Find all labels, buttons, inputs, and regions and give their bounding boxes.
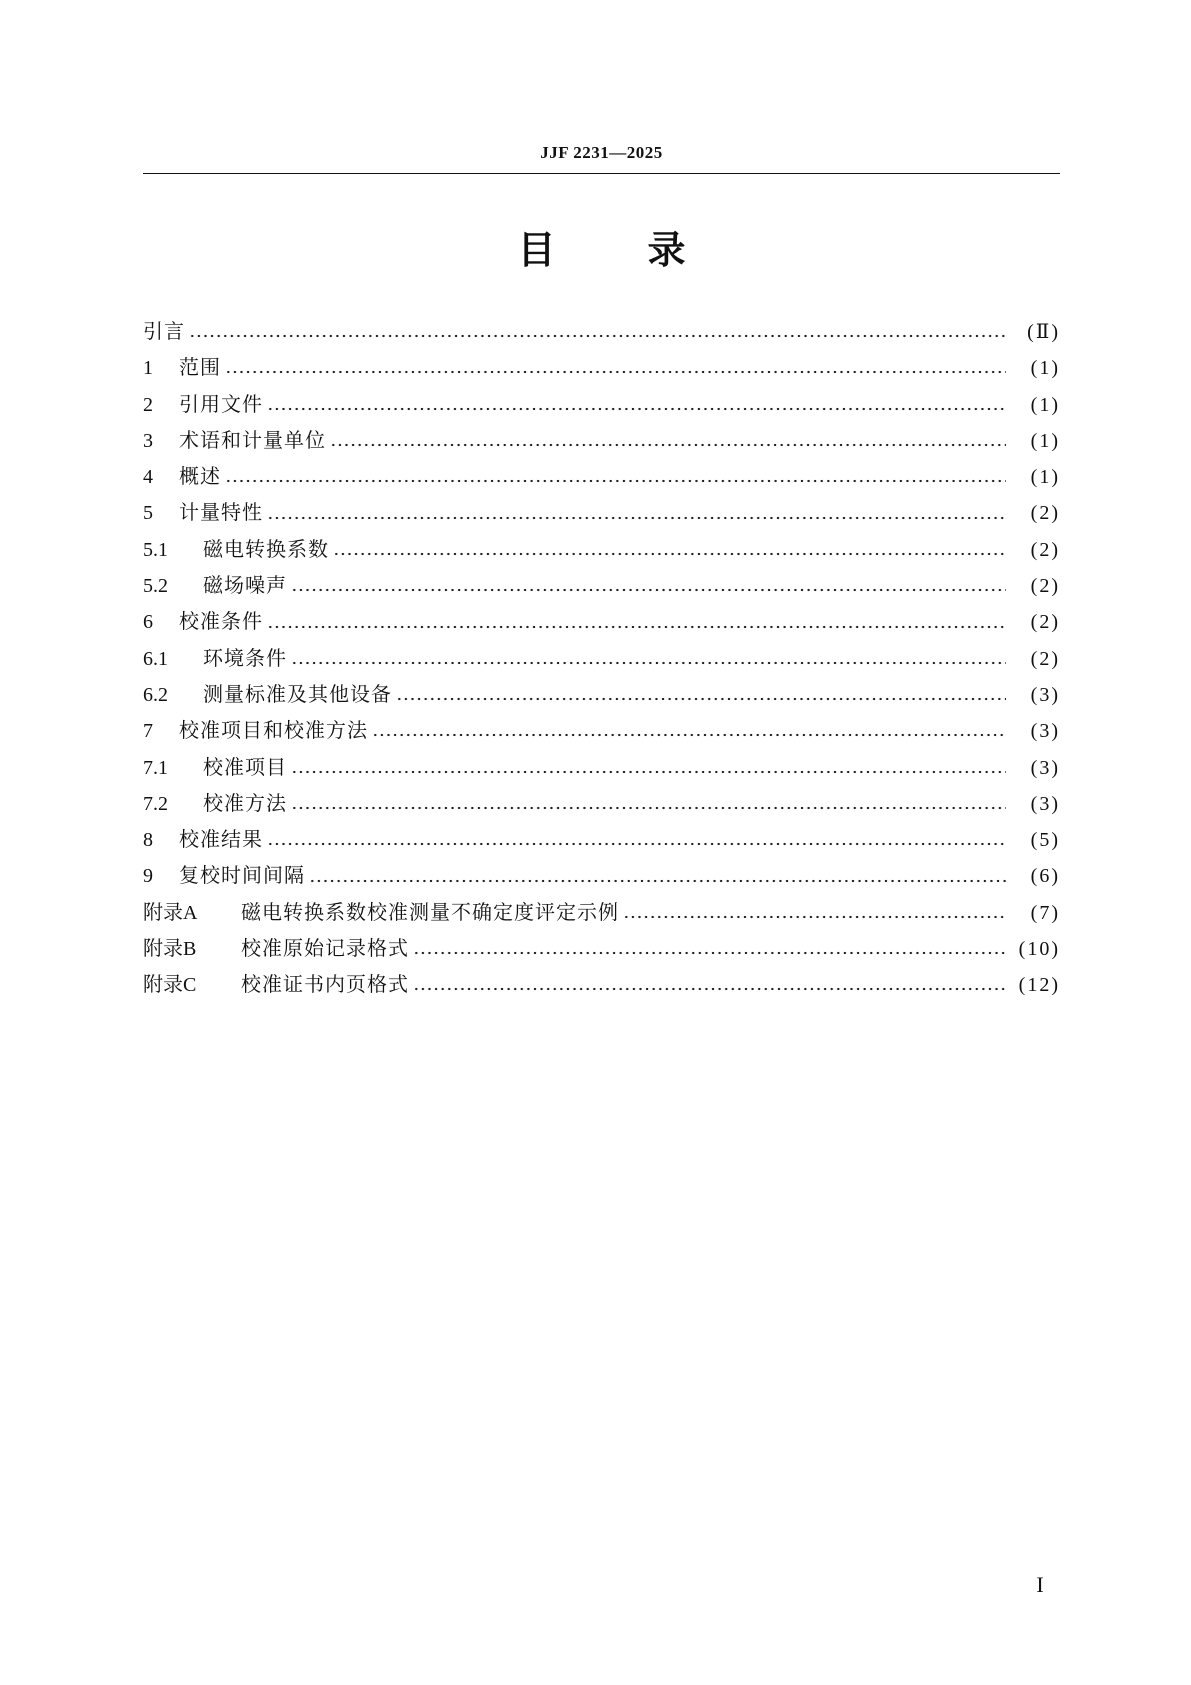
toc-entry-number: 6.2 bbox=[143, 683, 168, 706]
toc-entry-number: 2 bbox=[143, 393, 153, 416]
toc-entry-number: 附录B bbox=[143, 938, 197, 961]
toc-entry[interactable] bbox=[143, 823, 1060, 859]
toc-entry[interactable] bbox=[143, 751, 1060, 787]
toc-entry-page: (3) bbox=[1030, 756, 1060, 779]
toc-leader-dots bbox=[225, 359, 1006, 379]
toc-entry[interactable] bbox=[143, 533, 1060, 569]
toc-entry-page: (10) bbox=[1018, 938, 1060, 961]
toc-leader-dots bbox=[413, 940, 1006, 960]
toc-entry-number: 5.1 bbox=[143, 538, 168, 561]
toc-leader-dots bbox=[291, 759, 1006, 779]
toc-entry-title: 校准方法 bbox=[203, 790, 287, 815]
toc-leader-dots bbox=[372, 722, 1006, 742]
toc-entry-page: (2) bbox=[1030, 647, 1060, 670]
page-title bbox=[143, 228, 1060, 272]
toc-entry-title: 校准项目 bbox=[203, 754, 287, 779]
toc-entry-title: 概述 bbox=[179, 464, 221, 489]
toc-leader-dots bbox=[291, 650, 1006, 670]
toc-entry-title: 校准原始记录格式 bbox=[241, 936, 409, 961]
toc-entry-page: (1) bbox=[1030, 393, 1060, 416]
toc-entry-number: 7.2 bbox=[143, 792, 168, 815]
toc-entry-page: (7) bbox=[1030, 901, 1060, 924]
toc-entry[interactable] bbox=[143, 605, 1060, 641]
toc-entry[interactable] bbox=[143, 496, 1060, 532]
toc-leader-dots bbox=[623, 904, 1006, 924]
toc-entry[interactable] bbox=[143, 569, 1060, 605]
toc-entry-title: 术语和计量单位 bbox=[179, 427, 326, 452]
toc-entry-title: 环境条件 bbox=[203, 645, 287, 670]
toc-entry-page: (1) bbox=[1030, 357, 1060, 380]
toc-entry[interactable] bbox=[143, 714, 1060, 750]
page-number: I bbox=[1036, 1572, 1044, 1597]
toc-entry-title: 磁电转换系数 bbox=[203, 536, 329, 561]
toc-entry-page: (2) bbox=[1030, 575, 1060, 598]
toc-entry-number: 附录C bbox=[143, 974, 197, 997]
toc-entry-number: 3 bbox=[143, 429, 153, 452]
toc-leader-dots bbox=[333, 541, 1006, 561]
toc-entry[interactable] bbox=[143, 896, 1060, 932]
toc-entry-page: (1) bbox=[1030, 466, 1060, 489]
toc-entry-number: 9 bbox=[143, 865, 153, 888]
toc-entry-number: 7 bbox=[143, 720, 153, 743]
toc-leader-dots bbox=[309, 868, 1006, 888]
toc-entry-number: 6 bbox=[143, 611, 153, 634]
toc-entry-number: 1 bbox=[143, 357, 153, 380]
toc-entry-page: (2) bbox=[1030, 502, 1060, 525]
toc-leader-dots bbox=[267, 396, 1006, 416]
toc-entry[interactable] bbox=[143, 424, 1060, 460]
toc-entry-title: 复校时间间隔 bbox=[179, 863, 305, 888]
toc-entry[interactable] bbox=[143, 642, 1060, 678]
toc-entry-page: (2) bbox=[1030, 538, 1060, 561]
toc-entry-page: (3) bbox=[1030, 720, 1060, 743]
toc-entry-number: 5.2 bbox=[143, 575, 168, 598]
toc-leader-dots bbox=[396, 686, 1006, 706]
toc-entry-number: 附录A bbox=[143, 901, 198, 924]
toc-entry-page: (3) bbox=[1030, 792, 1060, 815]
toc-entry-page: (6) bbox=[1030, 865, 1060, 888]
toc-entry-title: 范围 bbox=[179, 355, 221, 380]
toc-entry-page: (1) bbox=[1030, 429, 1060, 452]
toc-entry-title: 校准证书内页格式 bbox=[241, 972, 409, 997]
title-char-2: 录 bbox=[647, 228, 686, 272]
toc-entry-number: 6.1 bbox=[143, 647, 168, 670]
toc-entry[interactable] bbox=[143, 932, 1060, 968]
toc-leader-dots bbox=[225, 468, 1006, 488]
toc-entry-title: 测量标准及其他设备 bbox=[203, 681, 392, 706]
toc-entry-title: 计量特性 bbox=[179, 500, 263, 525]
toc-entry-number: 7.1 bbox=[143, 756, 168, 779]
toc-entry-title: 校准项目和校准方法 bbox=[179, 718, 368, 743]
toc-entry[interactable] bbox=[143, 968, 1060, 1004]
toc-leader-dots bbox=[267, 614, 1006, 634]
toc-entry[interactable] bbox=[143, 351, 1060, 387]
toc-entry-title: 磁场噪声 bbox=[203, 573, 287, 598]
toc-entry[interactable] bbox=[143, 460, 1060, 496]
toc-leader-dots bbox=[330, 432, 1006, 452]
toc-entry-number: 8 bbox=[143, 829, 153, 852]
toc-entry-title: 磁电转换系数校准测量不确定度评定示例 bbox=[241, 899, 619, 924]
toc-leader-dots bbox=[267, 831, 1006, 851]
toc-entry-title: 校准条件 bbox=[179, 609, 263, 634]
toc-entry[interactable] bbox=[143, 678, 1060, 714]
toc-entry-number: 4 bbox=[143, 466, 153, 489]
table-of-contents bbox=[143, 315, 1060, 1005]
toc-entry[interactable] bbox=[143, 388, 1060, 424]
toc-entry-page: (12) bbox=[1018, 974, 1060, 997]
toc-entry-page: (5) bbox=[1030, 829, 1060, 852]
toc-entry[interactable] bbox=[143, 859, 1060, 895]
toc-entry[interactable] bbox=[143, 315, 1060, 351]
toc-entry[interactable] bbox=[143, 787, 1060, 823]
toc-leader-dots bbox=[189, 323, 1006, 343]
toc-leader-dots bbox=[291, 795, 1006, 815]
title-char-1: 目 bbox=[517, 228, 556, 272]
toc-entry-number: 5 bbox=[143, 502, 153, 525]
toc-entry-page: (3) bbox=[1030, 683, 1060, 706]
standard-code-header: JJF 2231—2025 bbox=[540, 143, 663, 162]
toc-entry-page: (Ⅱ) bbox=[1027, 321, 1060, 343]
toc-leader-dots bbox=[413, 976, 1006, 996]
toc-entry-title: 引言 bbox=[143, 319, 185, 343]
toc-entry-title: 校准结果 bbox=[179, 827, 263, 852]
toc-entry-page: (2) bbox=[1030, 611, 1060, 634]
toc-entry-title: 引用文件 bbox=[179, 391, 263, 416]
toc-leader-dots bbox=[267, 505, 1006, 525]
toc-leader-dots bbox=[291, 577, 1006, 597]
header-rule bbox=[143, 173, 1060, 174]
